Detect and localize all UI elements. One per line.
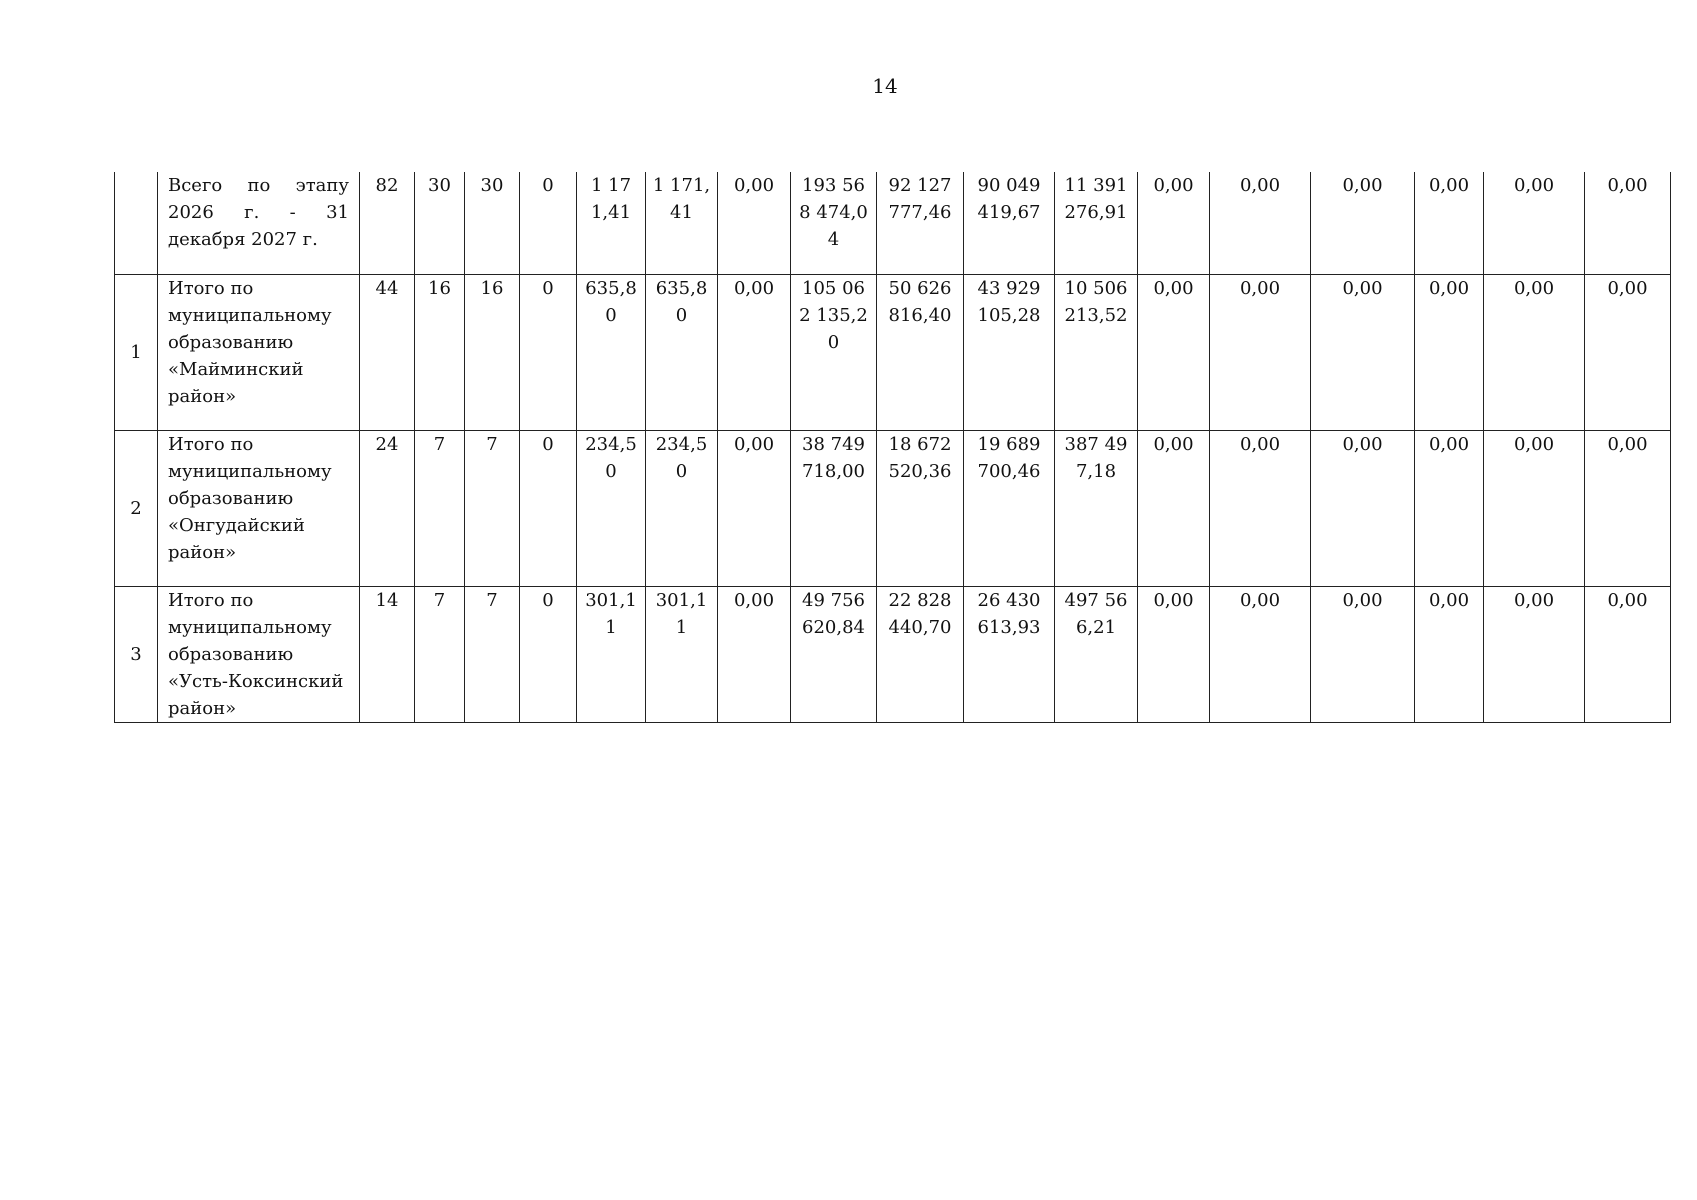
table-cell: 0,00: [1484, 586, 1585, 722]
table-cell: 49 756 620,84: [791, 586, 877, 722]
table-cell: 38 749 718,00: [791, 430, 877, 586]
table-cell: 0,00: [1210, 430, 1311, 586]
table-row: [115, 430, 1671, 586]
table-cell: 105 062 135,20: [791, 274, 877, 430]
table-cell: 0: [520, 430, 577, 586]
row-index: 1: [115, 274, 158, 430]
table-cell: 0,00: [1210, 586, 1311, 722]
table-cell: 0: [520, 586, 577, 722]
table-cell: 0,00: [1585, 274, 1671, 430]
table-cell: 30: [465, 172, 520, 274]
table-cell: 0,00: [718, 586, 791, 722]
table-cell: 22 828 440,70: [877, 586, 964, 722]
table-cell: 301,11: [577, 586, 646, 722]
table-cell: 7: [415, 430, 465, 586]
table-cell: 50 626 816,40: [877, 274, 964, 430]
table-cell: 0,00: [1138, 586, 1210, 722]
table-cell: 0,00: [1585, 430, 1671, 586]
row-name: Итого по муниципальному образованию «Усть-Коксинский район»: [158, 586, 360, 722]
table-row: [115, 586, 1671, 722]
table-cell: 1 171,41: [646, 172, 718, 274]
table-cell: 0,00: [718, 430, 791, 586]
table-cell: 0,00: [1138, 172, 1210, 274]
table-cell: 0,00: [1311, 586, 1415, 722]
table-cell: 19 689 700,46: [964, 430, 1055, 586]
table-cell: 1 171,41: [577, 172, 646, 274]
table-cell: 0,00: [1415, 172, 1484, 274]
table-cell: 301,11: [646, 586, 718, 722]
table-cell: 0,00: [1311, 274, 1415, 430]
table-cell: 24: [360, 430, 415, 586]
row-name: Итого по муниципальному образованию «Онгудайский район»: [158, 430, 360, 586]
table-cell: 635,80: [577, 274, 646, 430]
row-index: [115, 172, 158, 274]
table-cell: 90 049 419,67: [964, 172, 1055, 274]
table-cell: 193 568 474,04: [791, 172, 877, 274]
table-cell: 0,00: [1585, 586, 1671, 722]
table-cell: 387 497,18: [1055, 430, 1138, 586]
table-cell: 30: [415, 172, 465, 274]
page-number: 14: [872, 74, 898, 98]
table-cell: 7: [465, 586, 520, 722]
table-cell: 0,00: [1311, 172, 1415, 274]
table-cell: 11 391 276,91: [1055, 172, 1138, 274]
table-cell: 0,00: [1138, 430, 1210, 586]
table-cell: 0,00: [1210, 172, 1311, 274]
table-cell: 0,00: [1415, 586, 1484, 722]
table-row: [115, 274, 1671, 430]
table-cell: 26 430 613,93: [964, 586, 1055, 722]
table-cell: 0,00: [1415, 274, 1484, 430]
table-cell: 0,00: [718, 172, 791, 274]
table-cell: 0,00: [1138, 274, 1210, 430]
table-cell: 0,00: [1585, 172, 1671, 274]
table-cell: 0,00: [1311, 430, 1415, 586]
table-cell: 16: [465, 274, 520, 430]
table-row: [115, 172, 1671, 274]
table-cell: 44: [360, 274, 415, 430]
table-cell: 0: [520, 274, 577, 430]
row-name: Итого по муниципальному образованию «Майминский район»: [158, 274, 360, 430]
table-cell: 92 127 777,46: [877, 172, 964, 274]
table-cell: 43 929 105,28: [964, 274, 1055, 430]
data-table: [114, 172, 1671, 723]
row-name: Всего по этапу 2026 г. - 31 декабря 2027 г.: [158, 172, 360, 274]
table-cell: 7: [415, 586, 465, 722]
row-index: 2: [115, 430, 158, 586]
table-cell: 82: [360, 172, 415, 274]
table-cell: 497 566,21: [1055, 586, 1138, 722]
table-cell: 635,80: [646, 274, 718, 430]
table-cell: 0,00: [1484, 274, 1585, 430]
table-cell: 0,00: [1484, 430, 1585, 586]
table-cell: 0,00: [1210, 274, 1311, 430]
table-cell: 234,50: [646, 430, 718, 586]
table-cell: 0,00: [1484, 172, 1585, 274]
table-cell: 18 672 520,36: [877, 430, 964, 586]
table-cell: 14: [360, 586, 415, 722]
table-cell: 16: [415, 274, 465, 430]
row-index: 3: [115, 586, 158, 722]
table-cell: 0,00: [718, 274, 791, 430]
table-cell: 7: [465, 430, 520, 586]
table-cell: 234,50: [577, 430, 646, 586]
table-cell: 10 506 213,52: [1055, 274, 1138, 430]
table-cell: 0,00: [1415, 430, 1484, 586]
table-cell: 0: [520, 172, 577, 274]
